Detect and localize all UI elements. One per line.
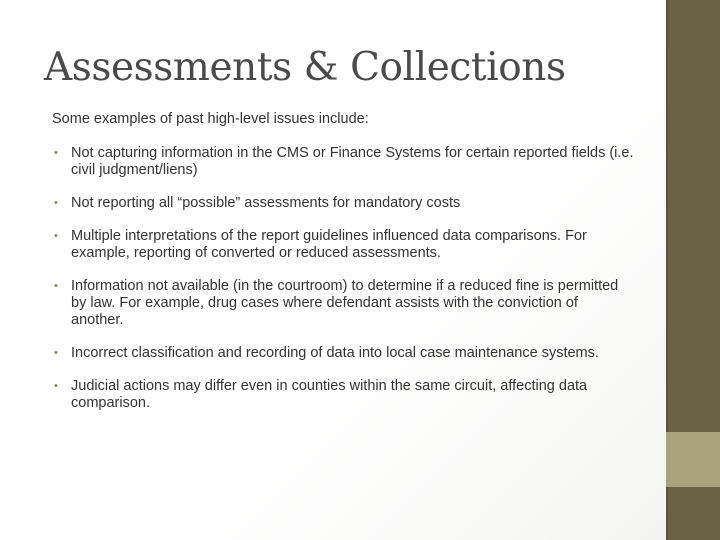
- list-item-text: Judicial actions may differ even in counties within the same circuit, affecting data comparison.: [71, 378, 588, 411]
- sidebar-accent-block: [666, 432, 720, 487]
- list-item-text: Information not available (in the courtroom) to determine if a reduced fine is permitted by law. For example, drug cases where defendant assists with the conviction of another.: [71, 278, 619, 328]
- bullet-icon: •: [54, 197, 58, 209]
- bullet-icon: •: [54, 380, 58, 392]
- bullet-icon: •: [54, 147, 58, 159]
- list-item: [54, 228, 634, 262]
- list-item-text: Incorrect classification and recording of data into local case maintenance systems.: [71, 345, 599, 361]
- list-item-text: Multiple interpretations of the report guidelines influenced data comparisons. For example, reporting of converted or reduced assessments.: [71, 228, 587, 261]
- list-item: [54, 195, 634, 212]
- bullet-icon: •: [54, 230, 58, 242]
- list-item: [54, 345, 634, 362]
- slide-title: Assessments & Collections: [44, 45, 566, 90]
- list-item-text: Not reporting all “possible” assessments for mandatory costs: [71, 195, 461, 211]
- list-item: [54, 278, 634, 329]
- list-item: [54, 145, 634, 179]
- intro-text: Some examples of past high-level issues include:: [52, 111, 369, 127]
- issues-list: [54, 145, 634, 412]
- list-item-text: Not capturing information in the CMS or Finance Systems for certain reported fields (i.e. civil judgment/liens): [71, 145, 634, 178]
- bullet-icon: •: [54, 347, 58, 359]
- bullet-icon: •: [54, 280, 58, 292]
- list-item: [54, 378, 634, 412]
